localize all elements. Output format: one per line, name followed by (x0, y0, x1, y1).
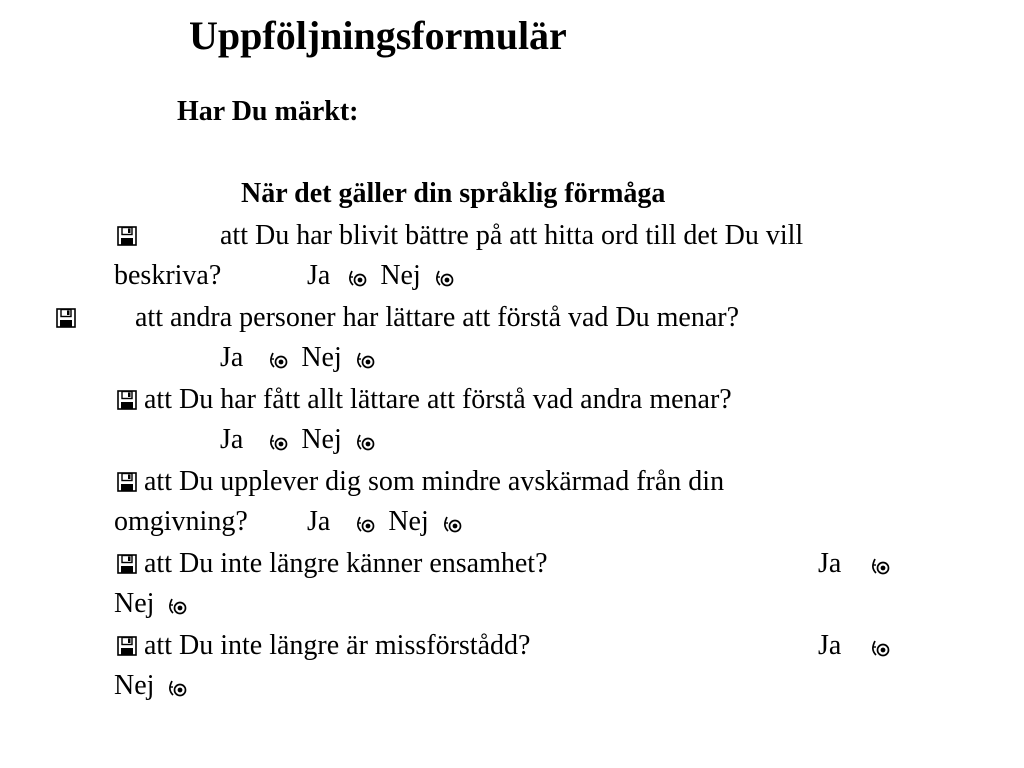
yes-label: Ja (220, 424, 244, 455)
floppy-disk-icon (116, 225, 138, 247)
no-label: Nej (114, 670, 155, 701)
answer-yes (818, 630, 890, 662)
subtitle: Har Du märkt: (177, 96, 359, 127)
answer-no (114, 588, 187, 620)
no-label: Nej (301, 424, 342, 455)
answer-yes (818, 548, 890, 580)
question-text: att Du har blivit bättre på att hitta ord till det Du vill (220, 220, 804, 251)
ear-icon[interactable] (167, 678, 187, 698)
answer-options (220, 424, 375, 456)
yes-label: Ja (307, 506, 331, 537)
no-label: Nej (301, 342, 342, 373)
answer-options (307, 260, 454, 292)
section-heading: När det gäller din språklig förmåga (241, 178, 666, 209)
yes-label: Ja (818, 548, 842, 579)
ear-icon[interactable] (434, 268, 454, 288)
ear-icon[interactable] (442, 514, 462, 534)
question-text-continued: beskriva? (114, 260, 222, 291)
question-text: att Du inte längre är missförstådd? (144, 630, 531, 661)
yes-label: Ja (220, 342, 244, 373)
ear-icon[interactable] (268, 350, 288, 370)
ear-icon[interactable] (355, 432, 375, 452)
question-text: att Du har fått allt lättare att förstå vad andra menar? (144, 384, 732, 415)
ear-icon[interactable] (268, 432, 288, 452)
floppy-disk-icon (116, 471, 138, 493)
no-label: Nej (380, 260, 421, 291)
yes-label: Ja (307, 260, 331, 291)
answer-no (114, 670, 187, 702)
ear-icon[interactable] (870, 638, 890, 658)
answer-options (220, 342, 375, 374)
ear-icon[interactable] (167, 596, 187, 616)
no-label: Nej (114, 588, 155, 619)
ear-icon[interactable] (870, 556, 890, 576)
page-title: Uppföljningsformulär (189, 13, 567, 58)
answer-options (307, 506, 462, 538)
ear-icon[interactable] (355, 514, 375, 534)
yes-label: Ja (818, 630, 842, 661)
floppy-disk-icon (116, 553, 138, 575)
floppy-disk-icon (116, 389, 138, 411)
ear-icon[interactable] (355, 350, 375, 370)
question-text: att Du upplever dig som mindre avskärmad från din (144, 466, 725, 497)
question-text: att Du inte längre känner ensamhet? (144, 548, 548, 579)
no-label: Nej (388, 506, 429, 537)
floppy-disk-icon (55, 307, 77, 329)
ear-icon[interactable] (347, 268, 367, 288)
question-text: att andra personer har lättare att förstå vad Du menar? (135, 302, 740, 333)
question-text-continued: omgivning? (114, 506, 248, 537)
floppy-disk-icon (116, 635, 138, 657)
